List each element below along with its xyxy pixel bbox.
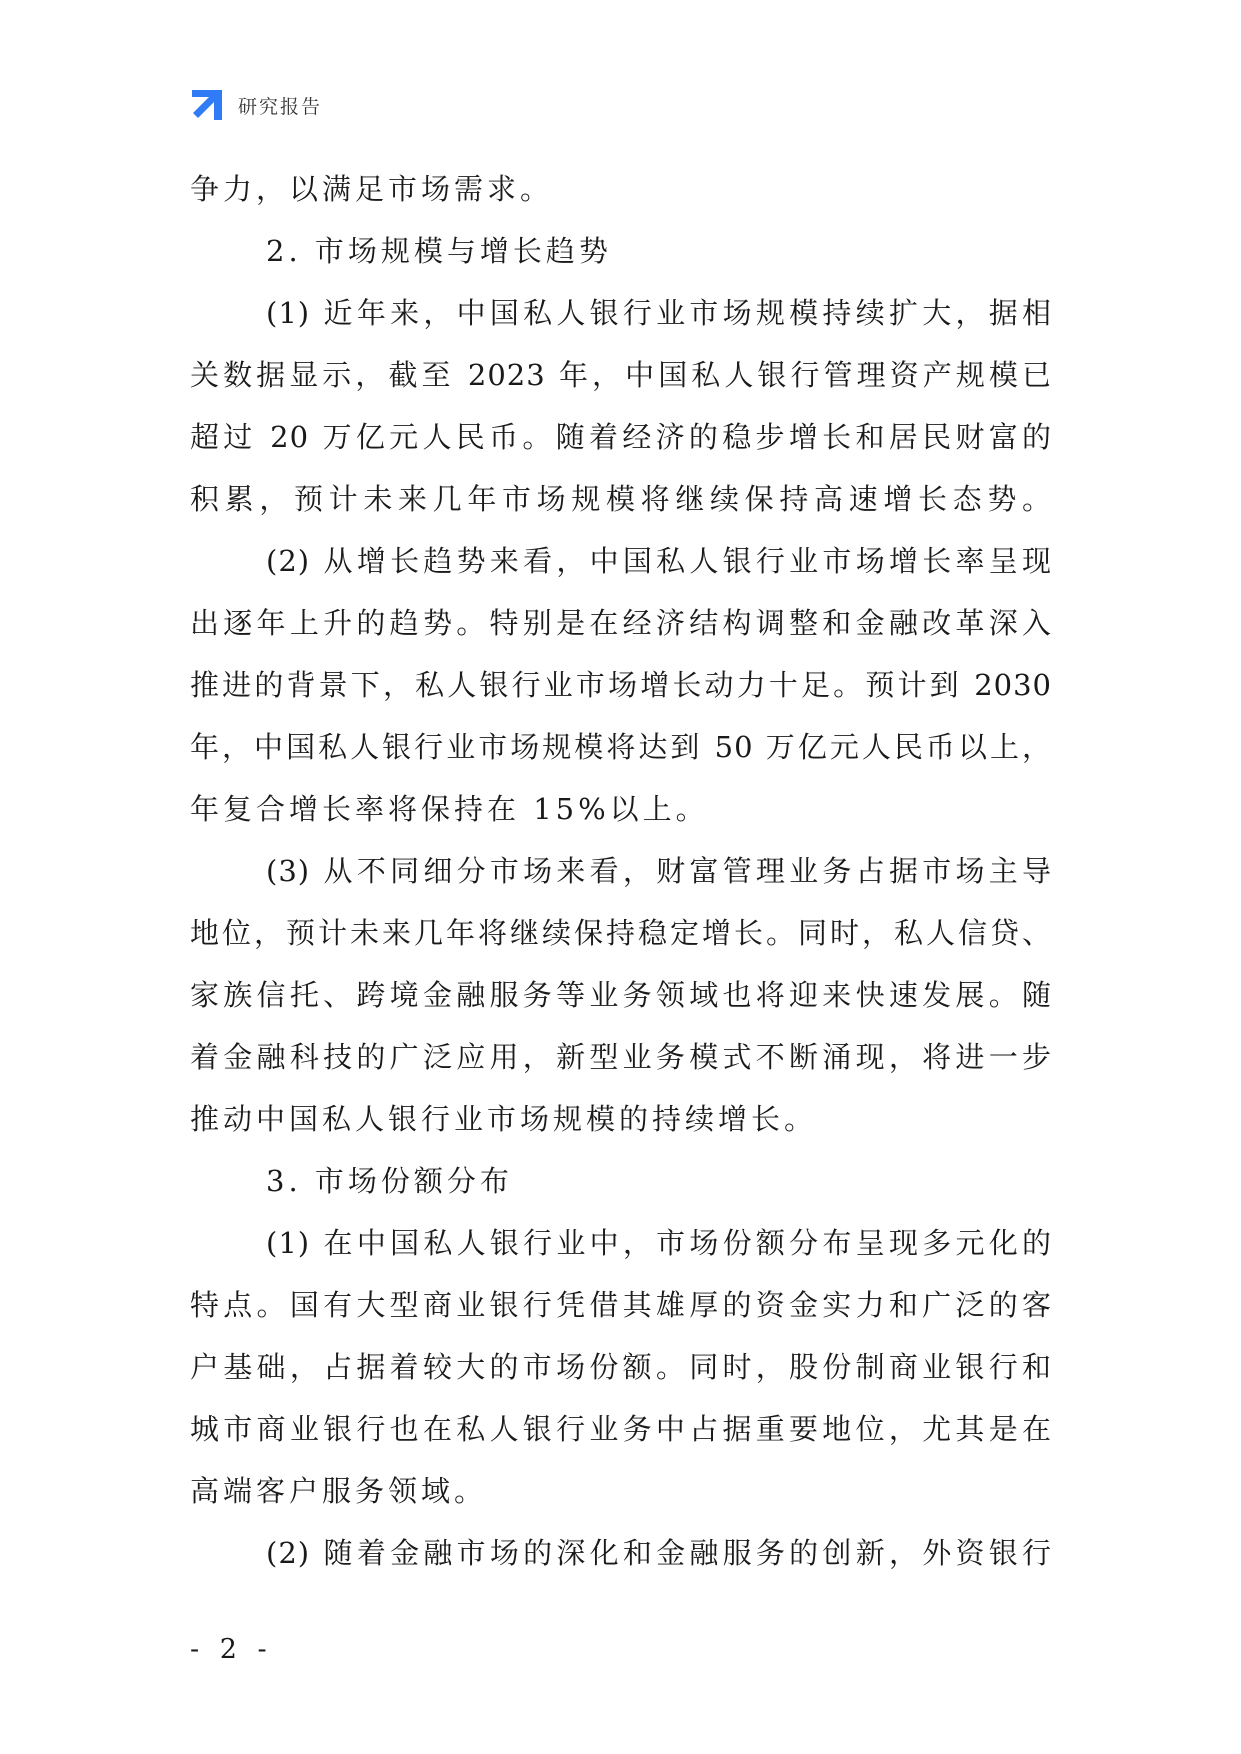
text-line: 地位，预计未来几年将继续保持稳定增长。同时，私人信贷、 (190, 916, 1052, 950)
text-line: 关数据显示，截至 2023 年，中国私人银行管理资产规模已 (190, 358, 1052, 392)
text-line: 推进的背景下，私人银行业市场增长动力十足。预计到 2030 (190, 668, 1052, 702)
report-header (190, 88, 322, 122)
text-line: 户基础，占据着较大的市场份额。同时，股份制商业银行和 (190, 1350, 1052, 1384)
text-line: 积累，预计未来几年市场规模将继续保持高速增长态势。 (190, 482, 1052, 516)
header-title: 研究报告 (238, 95, 323, 118)
section-heading-market-share: 3. 市场份额分布 (266, 1164, 513, 1198)
text-line: (1) 在中国私人银行业中，市场份额分布呈现多元化的 (266, 1226, 1052, 1260)
text-line: 城市商业银行也在私人银行业务中占据重要地位，尤其是在 (190, 1412, 1052, 1446)
text-line: (2) 随着金融市场的深化和金融服务的创新，外资银行 (266, 1536, 1052, 1570)
arrow-logo-icon (190, 88, 224, 122)
text-line: 年，中国私人银行业市场规模将达到 50 万亿元人民币以上， (190, 730, 1052, 764)
text-line: (2) 从增长趋势来看，中国私人银行业市场增长率呈现 (266, 544, 1052, 578)
text-line: (3) 从不同细分市场来看，财富管理业务占据市场主导 (266, 854, 1052, 888)
text-line: 高端客户服务领域。 (190, 1474, 488, 1508)
page-number: - 2 - (190, 1634, 273, 1665)
text-line: 出逐年上升的趋势。特别是在经济结构调整和金融改革深入 (190, 606, 1052, 640)
text-line: 超过 20 万亿元人民币。随着经济的稳步增长和居民财富的 (190, 420, 1052, 454)
section-heading-market-size: 2. 市场规模与增长趋势 (266, 234, 612, 268)
text-line: 年复合增长率将保持在 15%以上。 (190, 792, 709, 826)
text-line: 家族信托、跨境金融服务等业务领域也将迎来快速发展。随 (190, 978, 1052, 1012)
text-line: (1) 近年来，中国私人银行业市场规模持续扩大，据相 (266, 296, 1052, 330)
text-line: 争力，以满足市场需求。 (190, 172, 554, 206)
text-line: 着金融科技的广泛应用，新型业务模式不断涌现，将进一步 (190, 1040, 1052, 1074)
text-line: 推动中国私人银行业市场规模的持续增长。 (190, 1102, 818, 1136)
text-line: 特点。国有大型商业银行凭借其雄厚的资金实力和广泛的客 (190, 1288, 1052, 1322)
document-body (190, 158, 1052, 1584)
